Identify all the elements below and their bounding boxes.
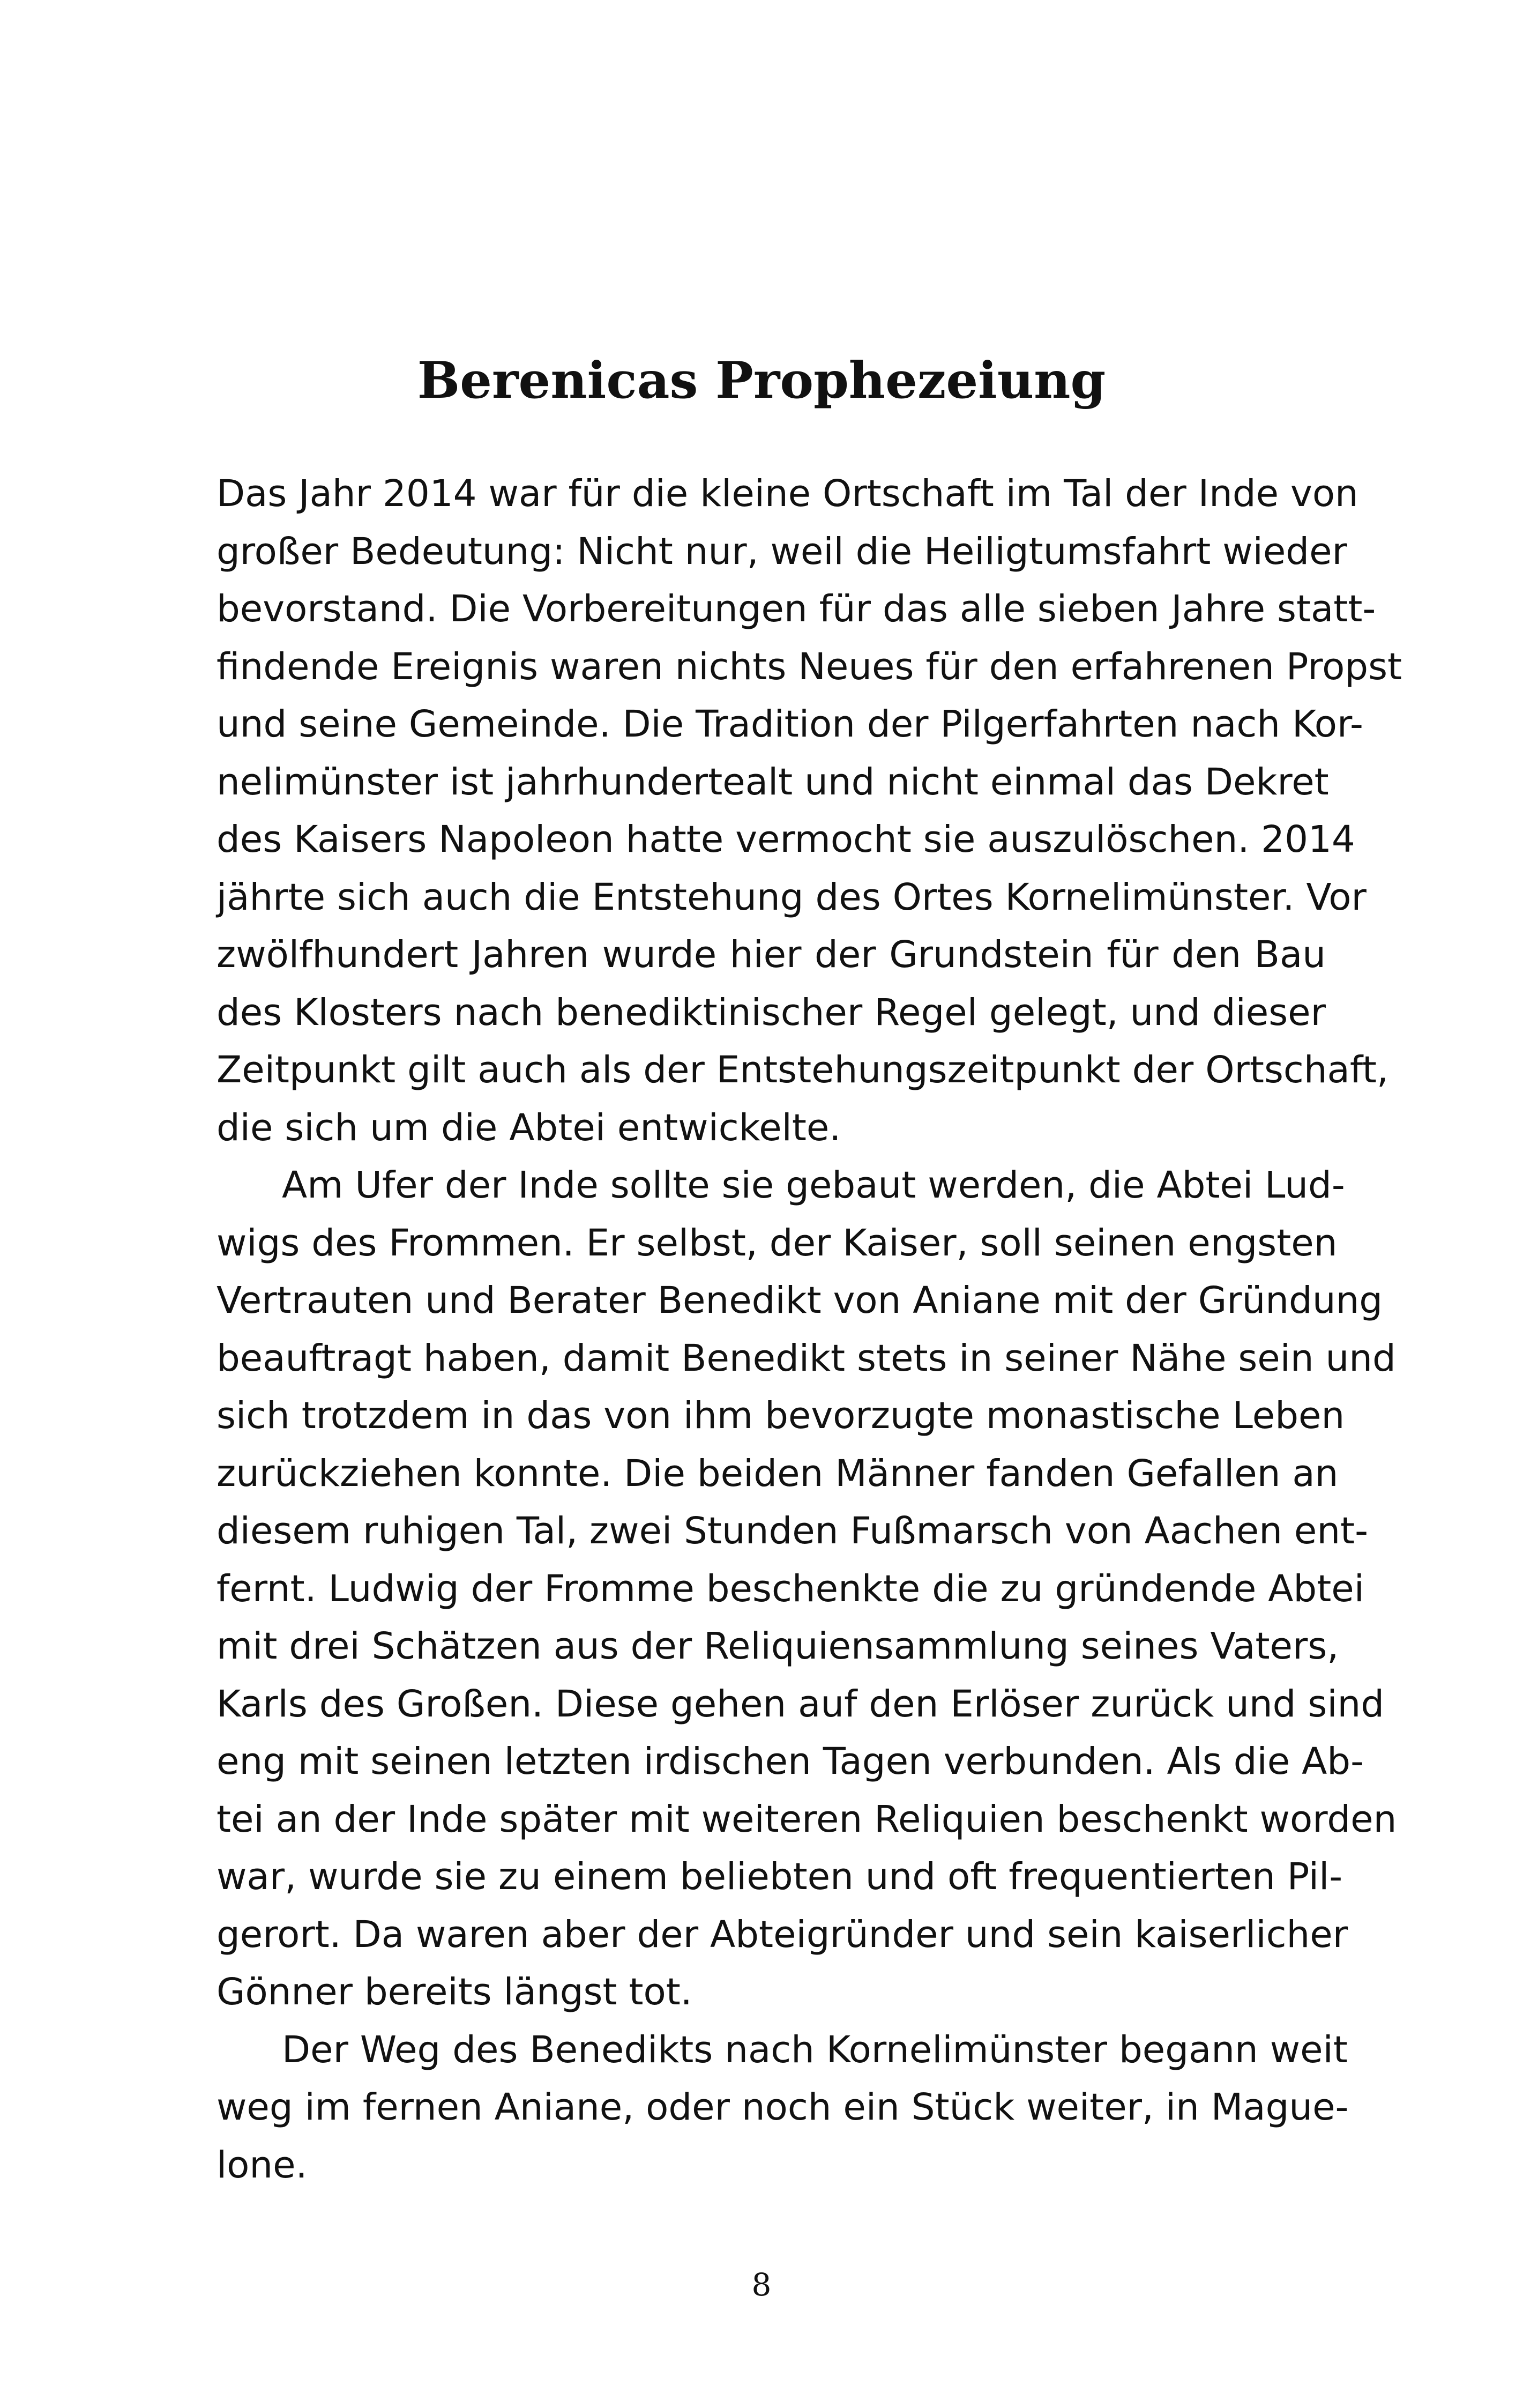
text-line: Der Weg des Benedikts nach Kornelimünster begann weit <box>282 2028 1348 2071</box>
text-line: Das Jahr 2014 war für die kleine Ortschaft im Tal der Inde von <box>216 472 1358 515</box>
text-line: diesem ruhigen Tal, zwei Stunden Fußmarsch von Aachen ent- <box>216 1510 1369 1552</box>
text-line: und seine Gemeinde. Die Tradition der Pilgerfahrten nach Kor- <box>216 703 1363 746</box>
text-line: die sich um die Abtei entwickelte. <box>216 1106 841 1149</box>
paragraph-3 <box>216 2021 1349 2195</box>
text-line: gerort. Da waren aber der Abteigründer und sein kaiserlicher <box>216 1913 1348 1956</box>
paragraph-1 <box>216 465 1402 1157</box>
text-line: zurückziehen konnte. Die beiden Männer fanden Gefallen an <box>216 1452 1339 1495</box>
text-line: fernt. Ludwig der Fromme beschenkte die zu gründende Abtei <box>216 1567 1364 1610</box>
text-line: großer Bedeutung: Nicht nur, weil die Heiligtumsfahrt wieder <box>216 530 1347 573</box>
text-line: Gönner bereits längst tot. <box>216 1971 692 2013</box>
text-line: Vertrauten und Berater Benedikt von Aniane mit der Gründung <box>216 1279 1383 1322</box>
page-number: 8 <box>751 2266 772 2303</box>
text-line: des Kaisers Napoleon hatte vermocht sie auszulöschen. 2014 <box>216 818 1355 861</box>
text-line: wigs des Frommen. Er selbst, der Kaiser, soll seinen engsten <box>216 1221 1338 1265</box>
body-text <box>216 465 1402 2194</box>
text-line: des Klosters nach benediktinischer Regel gelegt, und dieser <box>216 991 1326 1034</box>
text-line: nelimünster ist jahrhundertealt und nicht einmal das Dekret <box>216 760 1329 804</box>
text-line: jährte sich auch die Entstehung des Ortes Kornelimünster. Vor <box>216 875 1367 919</box>
text-line: weg im fernen Aniane, oder noch ein Stück weiter, in Mague- <box>216 2086 1349 2129</box>
text-line: findende Ereignis waren nichts Neues für den erfahrenen Propst <box>216 645 1402 688</box>
text-line: Karls des Großen. Diese gehen auf den Erlöser zurück und sind <box>216 1682 1385 1726</box>
text-line: bevorstand. Die Vorbereitungen für das alle sieben Jahre statt- <box>216 588 1376 630</box>
text-line: war, wurde sie zu einem beliebten und oft frequentierten Pil- <box>216 1855 1343 1898</box>
paragraph-2 <box>216 1157 1397 2021</box>
text-line: tei an der Inde später mit weiteren Reliquien beschenkt worden <box>216 1797 1397 1841</box>
text-line: Zeitpunkt gilt auch als der Entstehungszeitpunkt der Ortschaft, <box>216 1049 1388 1091</box>
text-line: lone. <box>216 2143 308 2187</box>
text-line: zwölfhundert Jahren wurde hier der Grundstein für den Bau <box>216 933 1326 976</box>
text-line: Am Ufer der Inde sollte sie gebaut werden, die Abtei Lud- <box>282 1164 1345 1207</box>
chapter-title: Berenicas Prophezeiung <box>417 351 1106 410</box>
text-line: beauftragt haben, damit Benedikt stets in seiner Nähe sein und <box>216 1336 1396 1380</box>
text-line: mit drei Schätzen aus der Reliquiensammlung seines Vaters, <box>216 1625 1339 1668</box>
text-line: eng mit seinen letzten irdischen Tagen verbunden. Als die Ab- <box>216 1740 1364 1783</box>
text-line: sich trotzdem in das von ihm bevorzugte monastische Leben <box>216 1394 1345 1437</box>
